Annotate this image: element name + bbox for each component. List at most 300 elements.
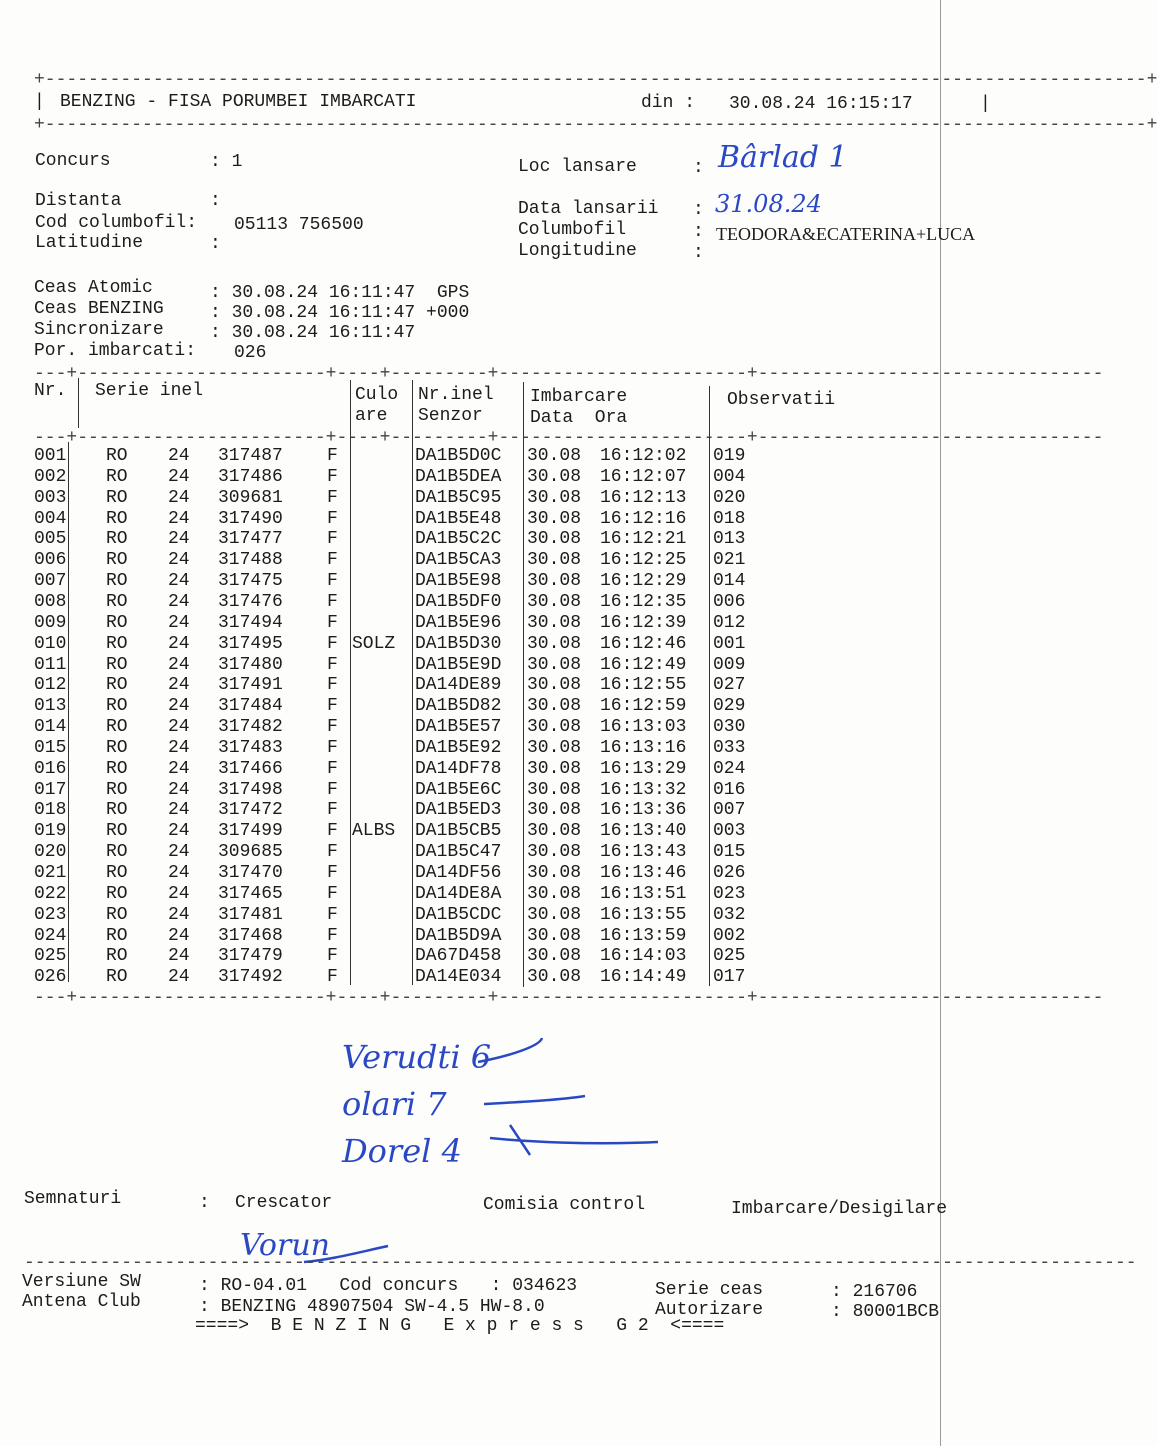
row-country: RO — [106, 883, 128, 904]
row-nr: 006 — [34, 550, 67, 571]
crescator-signature: Vorun — [240, 1228, 330, 1263]
row-country: RO — [106, 946, 128, 967]
row-country: RO — [106, 842, 128, 863]
table-row — [0, 529, 1024, 550]
row-sensor-id: DA1B5DEA — [415, 466, 502, 487]
table-header-senzor: Senzor — [418, 406, 483, 426]
table-row — [0, 634, 1024, 655]
table-row — [0, 571, 1024, 592]
antena-value: : BENZING 48907504 SW-4.5 HW-8.0 — [199, 1297, 545, 1317]
row-date: 30.08 — [527, 487, 582, 508]
title-box-left-border: | — [34, 92, 45, 112]
longitudine-colon: : — [693, 243, 704, 263]
row-sensor-id: DA14DF56 — [415, 863, 502, 883]
row-country: RO — [106, 550, 128, 571]
distanta-colon: : — [210, 191, 221, 211]
row-date: 30.08 — [527, 758, 582, 779]
row-time: 16:12:16 — [600, 508, 687, 529]
cod-columbofil-value: 05113 756500 — [234, 215, 364, 235]
row-year: 24 — [168, 550, 190, 571]
row-ring-number: 317482 — [218, 717, 283, 738]
row-date: 30.08 — [527, 821, 582, 842]
row-sex: F — [327, 487, 338, 508]
handwritten-note-1: Verudti 6 — [342, 1038, 492, 1076]
row-nr: 014 — [34, 717, 67, 738]
row-sensor-id: DA1B5E96 — [415, 612, 502, 633]
row-ring-number: 317491 — [218, 675, 283, 696]
row-nr: 008 — [34, 591, 67, 612]
row-time: 16:12:39 — [600, 612, 687, 633]
row-ring-number: 317483 — [218, 737, 283, 758]
serie-ceas-value: : 216706 — [831, 1282, 918, 1302]
title-box-right-border: | — [980, 94, 991, 114]
row-country: RO — [106, 591, 128, 612]
row-sensor-id: DA1B5D9A — [415, 925, 502, 946]
row-time: 16:12:21 — [600, 529, 687, 550]
table-row — [0, 550, 1024, 571]
table-header-rule: ---+-----------------------+----+---------+-----------------------+-------------------------------- — [34, 428, 1104, 448]
row-nr: 007 — [34, 571, 67, 592]
porumbei-imbarcati-value: 026 — [234, 343, 267, 363]
row-date: 30.08 — [527, 946, 582, 967]
table-row — [0, 780, 1024, 801]
row-observation: 026 — [713, 863, 746, 883]
row-nr: 021 — [34, 863, 67, 883]
row-nr: 020 — [34, 842, 67, 863]
row-nr: 024 — [34, 925, 67, 946]
row-year: 24 — [168, 737, 190, 758]
row-sensor-id: DA1B5E48 — [415, 508, 502, 529]
footer-rule: ------------------------------------------------------------------------------------------------------- — [24, 1253, 1137, 1273]
row-ring-number: 317490 — [218, 508, 283, 529]
row-country: RO — [106, 571, 128, 592]
table-row — [0, 655, 1024, 676]
row-date: 30.08 — [527, 883, 582, 904]
row-ring-number: 317495 — [218, 633, 283, 654]
row-country: RO — [106, 675, 128, 696]
row-sensor-id: DA1B5C47 — [415, 842, 502, 863]
ceas-benzing-label: Ceas BENZING — [34, 299, 164, 319]
row-observation: 019 — [713, 446, 746, 466]
row-year: 24 — [168, 946, 190, 967]
table-row — [0, 488, 1024, 509]
row-nr: 025 — [34, 946, 67, 967]
row-time: 16:14:49 — [600, 967, 687, 988]
imbarcare-desigilare-label: Imbarcare/Desigilare — [731, 1199, 948, 1219]
row-sensor-id: DA1B5E57 — [415, 717, 502, 738]
row-year: 24 — [168, 800, 190, 821]
row-date: 30.08 — [527, 737, 582, 758]
row-nr: 012 — [34, 675, 67, 696]
report-title: BENZING - FISA PORUMBEI IMBARCATI — [60, 92, 417, 112]
table-bottom-rule: ---+-----------------------+----+---------+-----------------------+-------------------------------- — [34, 988, 1104, 1008]
row-time: 16:12:49 — [600, 654, 687, 675]
row-observation: 025 — [713, 946, 746, 967]
row-observation: 002 — [713, 925, 746, 946]
row-ring-number: 317480 — [218, 654, 283, 675]
row-observation: 021 — [713, 550, 746, 571]
row-nr: 011 — [34, 654, 67, 675]
row-nr: 016 — [34, 758, 67, 779]
row-observation: 027 — [713, 675, 746, 696]
row-time: 16:13:43 — [600, 842, 687, 863]
row-ring-number: 317486 — [218, 466, 283, 487]
row-observation: 013 — [713, 529, 746, 550]
row-sex: F — [327, 550, 338, 571]
row-time: 16:13:29 — [600, 758, 687, 779]
table-header-imbarcare: Imbarcare — [530, 387, 628, 407]
row-date: 30.08 — [527, 675, 582, 696]
row-year: 24 — [168, 446, 190, 466]
distanta-label: Distanta — [35, 191, 122, 211]
row-ring-number: 317465 — [218, 883, 283, 904]
row-year: 24 — [168, 508, 190, 529]
row-country: RO — [106, 487, 128, 508]
row-sex: F — [327, 842, 338, 863]
row-date: 30.08 — [527, 779, 582, 800]
row-sex: F — [327, 800, 338, 821]
row-nr: 017 — [34, 779, 67, 800]
row-year: 24 — [168, 925, 190, 946]
row-sensor-id: DA1B5E92 — [415, 737, 502, 758]
row-year: 24 — [168, 591, 190, 612]
handwritten-strokes — [470, 1030, 670, 1165]
row-date: 30.08 — [527, 550, 582, 571]
row-ring-number: 317477 — [218, 529, 283, 550]
sincronizare-value: : 30.08.24 16:11:47 — [210, 323, 416, 343]
row-sensor-id: DA1B5D0C — [415, 446, 502, 466]
row-sex: F — [327, 591, 338, 612]
row-sex: F — [327, 508, 338, 529]
row-sensor-id: DA14DE89 — [415, 675, 502, 696]
row-ring-number: 317499 — [218, 821, 283, 842]
row-time: 16:13:59 — [600, 925, 687, 946]
latitudine-label: Latitudine — [35, 233, 144, 253]
row-nr: 009 — [34, 612, 67, 633]
table-row — [0, 675, 1024, 696]
row-sex: F — [327, 654, 338, 675]
row-sex: F — [327, 633, 338, 654]
row-nr: 019 — [34, 821, 67, 842]
row-time: 16:12:07 — [600, 466, 687, 487]
row-sex: F — [327, 883, 338, 904]
row-year: 24 — [168, 758, 190, 779]
table-row — [0, 717, 1024, 738]
row-country: RO — [106, 779, 128, 800]
table-row — [0, 863, 1024, 884]
row-ring-number: 317487 — [218, 446, 283, 466]
row-nr: 004 — [34, 508, 67, 529]
row-year: 24 — [168, 675, 190, 696]
row-nr: 010 — [34, 633, 67, 654]
row-sensor-id: DA1B5E6C — [415, 779, 502, 800]
row-observation: 012 — [713, 612, 746, 633]
semnaturi-label: Semnaturi — [24, 1189, 122, 1209]
row-observation: 016 — [713, 779, 746, 800]
row-time: 16:14:03 — [600, 946, 687, 967]
row-date: 30.08 — [527, 800, 582, 821]
row-sensor-id: DA1B5CB5 — [415, 821, 502, 842]
row-ring-number: 317479 — [218, 946, 283, 967]
row-year: 24 — [168, 633, 190, 654]
serie-ceas-label: Serie ceas — [655, 1280, 764, 1300]
antena-label: Antena Club — [22, 1292, 141, 1312]
row-observation: 017 — [713, 967, 746, 988]
row-time: 16:13:32 — [600, 779, 687, 800]
data-lansarii-label: Data lansarii — [518, 199, 659, 219]
row-country: RO — [106, 925, 128, 946]
row-date: 30.08 — [527, 717, 582, 738]
row-country: RO — [106, 466, 128, 487]
table-row — [0, 696, 1024, 717]
row-date: 30.08 — [527, 863, 582, 883]
row-sensor-id: DA1B5C2C — [415, 529, 502, 550]
data-lansarii-value: 31.08.24 — [715, 190, 822, 218]
table-row — [0, 905, 1024, 926]
row-ring-number: 317498 — [218, 779, 283, 800]
date-label: din : — [641, 93, 696, 113]
title-box-top-border: +------------------------------------------------------------------------------------------------------+ — [34, 70, 1157, 90]
table-header-data-ora: Data Ora — [530, 408, 628, 428]
row-sex: F — [327, 696, 338, 717]
table-header-nrinel: Nr.inel — [418, 385, 494, 405]
row-sex: F — [327, 863, 338, 883]
column-separator-nr — [78, 378, 79, 428]
row-date: 30.08 — [527, 529, 582, 550]
ceas-benzing-value: : 30.08.24 16:11:47 +000 — [210, 303, 470, 323]
ceas-atomic-label: Ceas Atomic — [34, 278, 153, 298]
row-nr: 018 — [34, 800, 67, 821]
cod-columbofil-label: Cod columbofil: — [35, 213, 198, 233]
concurs-label: Concurs — [35, 151, 111, 171]
row-year: 24 — [168, 529, 190, 550]
concurs-value: : 1 — [210, 152, 243, 172]
row-country: RO — [106, 654, 128, 675]
row-observation: 014 — [713, 571, 746, 592]
table-header-serie: Serie inel — [95, 381, 204, 401]
row-sensor-id: DA14E034 — [415, 967, 502, 988]
row-time: 16:12:55 — [600, 675, 687, 696]
table-header-are: are — [355, 406, 388, 426]
row-observation: 001 — [713, 633, 746, 654]
row-time: 16:13:51 — [600, 883, 687, 904]
row-year: 24 — [168, 487, 190, 508]
table-row — [0, 967, 1024, 988]
row-ring-number: 317476 — [218, 591, 283, 612]
columbofil-label: Columbofil — [518, 220, 627, 240]
row-sex: F — [327, 967, 338, 988]
row-sex: F — [327, 717, 338, 738]
table-row — [0, 467, 1024, 488]
row-sex: F — [327, 529, 338, 550]
row-year: 24 — [168, 612, 190, 633]
row-ring-number: 317472 — [218, 800, 283, 821]
table-row — [0, 759, 1024, 780]
row-time: 16:12:25 — [600, 550, 687, 571]
table-header-observatii: Observatii — [727, 390, 836, 410]
row-color: SOLZ — [352, 633, 396, 654]
row-time: 16:13:40 — [600, 821, 687, 842]
row-sensor-id: DA14DE8A — [415, 883, 502, 904]
row-time: 16:13:03 — [600, 717, 687, 738]
table-row — [0, 613, 1024, 634]
row-nr: 001 — [34, 446, 67, 466]
table-row — [0, 946, 1024, 967]
row-sensor-id: DA1B5CDC — [415, 904, 502, 925]
row-date: 30.08 — [527, 967, 582, 988]
row-country: RO — [106, 800, 128, 821]
row-sensor-id: DA1B5ED3 — [415, 800, 502, 821]
row-ring-number: 317466 — [218, 758, 283, 779]
row-ring-number: 317484 — [218, 696, 283, 717]
row-nr: 015 — [34, 737, 67, 758]
row-year: 24 — [168, 967, 190, 988]
table-top-rule: ---+-----------------------+----+---------+-----------------------+-------------------------------- — [34, 364, 1104, 384]
row-sex: F — [327, 904, 338, 925]
row-year: 24 — [168, 821, 190, 842]
row-ring-number: 317475 — [218, 571, 283, 592]
row-sex: F — [327, 466, 338, 487]
row-country: RO — [106, 529, 128, 550]
row-sensor-id: DA67D458 — [415, 946, 502, 967]
row-country: RO — [106, 737, 128, 758]
row-country: RO — [106, 508, 128, 529]
row-date: 30.08 — [527, 904, 582, 925]
row-time: 16:12:59 — [600, 696, 687, 717]
comisia-control-label: Comisia control — [483, 1195, 646, 1215]
row-time: 16:13:46 — [600, 863, 687, 883]
row-observation: 024 — [713, 758, 746, 779]
row-ring-number: 317468 — [218, 925, 283, 946]
row-observation: 023 — [713, 883, 746, 904]
report-datetime: 30.08.24 16:15:17 — [729, 94, 913, 114]
row-sensor-id: DA1B5D30 — [415, 633, 502, 654]
row-ring-number: 309681 — [218, 487, 283, 508]
handwritten-note-3: Dorel 4 — [342, 1132, 462, 1170]
table-row — [0, 592, 1024, 613]
row-year: 24 — [168, 842, 190, 863]
row-sex: F — [327, 737, 338, 758]
row-sex: F — [327, 612, 338, 633]
row-observation: 009 — [713, 654, 746, 675]
row-year: 24 — [168, 466, 190, 487]
row-sensor-id: DA1B5E9D — [415, 654, 502, 675]
row-year: 24 — [168, 904, 190, 925]
row-date: 30.08 — [527, 654, 582, 675]
row-date: 30.08 — [527, 612, 582, 633]
row-country: RO — [106, 821, 128, 842]
columbofil-value: TEODORA&ECATERINA+LUCA — [716, 224, 976, 244]
row-time: 16:12:02 — [600, 446, 687, 466]
row-date: 30.08 — [527, 571, 582, 592]
row-nr: 013 — [34, 696, 67, 717]
table-row — [0, 884, 1024, 905]
data-lansarii-colon: : — [693, 200, 704, 220]
row-date: 30.08 — [527, 508, 582, 529]
sincronizare-label: Sincronizare — [34, 320, 164, 340]
row-nr: 002 — [34, 466, 67, 487]
benzing-express-banner: ====> B E N Z I N G E x p r e s s G 2 <==== — [195, 1316, 725, 1336]
row-sensor-id: DA1B5CA3 — [415, 550, 502, 571]
row-time: 16:12:29 — [600, 571, 687, 592]
autorizare-value: : 80001BCB — [831, 1302, 940, 1322]
row-sensor-id: DA1B5E98 — [415, 571, 502, 592]
row-time: 16:13:55 — [600, 904, 687, 925]
row-year: 24 — [168, 696, 190, 717]
row-ring-number: 309685 — [218, 842, 283, 863]
row-observation: 029 — [713, 696, 746, 717]
row-sex: F — [327, 925, 338, 946]
row-observation: 007 — [713, 800, 746, 821]
row-ring-number: 317488 — [218, 550, 283, 571]
table-row — [0, 446, 1024, 467]
row-date: 30.08 — [527, 925, 582, 946]
table-row — [0, 738, 1024, 759]
row-year: 24 — [168, 883, 190, 904]
row-nr: 005 — [34, 529, 67, 550]
row-sex: F — [327, 675, 338, 696]
row-ring-number: 317470 — [218, 863, 283, 883]
row-nr: 022 — [34, 883, 67, 904]
row-time: 16:13:16 — [600, 737, 687, 758]
table-header-nr: Nr. — [34, 381, 67, 401]
row-time: 16:13:36 — [600, 800, 687, 821]
row-observation: 033 — [713, 737, 746, 758]
row-year: 24 — [168, 779, 190, 800]
row-date: 30.08 — [527, 696, 582, 717]
row-time: 16:12:46 — [600, 633, 687, 654]
row-country: RO — [106, 633, 128, 654]
row-sex: F — [327, 446, 338, 466]
table-row — [0, 509, 1024, 530]
row-sensor-id: DA1B5DF0 — [415, 591, 502, 612]
row-country: RO — [106, 758, 128, 779]
autorizare-label: Autorizare — [655, 1300, 764, 1320]
row-date: 30.08 — [527, 466, 582, 487]
row-observation: 030 — [713, 717, 746, 738]
longitudine-label: Longitudine — [518, 241, 637, 261]
handwritten-note-2: olari 7 — [342, 1085, 447, 1123]
row-date: 30.08 — [527, 446, 582, 466]
row-sex: F — [327, 571, 338, 592]
row-ring-number: 317494 — [218, 612, 283, 633]
row-time: 16:12:13 — [600, 487, 687, 508]
table-row — [0, 842, 1024, 863]
porumbei-imbarcati-label: Por. imbarcati: — [34, 341, 197, 361]
row-country: RO — [106, 696, 128, 717]
row-country: RO — [106, 717, 128, 738]
row-observation: 006 — [713, 591, 746, 612]
crescator-label: Crescator — [235, 1193, 333, 1213]
row-year: 24 — [168, 863, 190, 883]
versiune-value: : RO-04.01 Cod concurs : 034623 — [199, 1276, 578, 1296]
row-observation: 032 — [713, 904, 746, 925]
row-year: 24 — [168, 571, 190, 592]
row-sensor-id: DA1B5C95 — [415, 487, 502, 508]
row-sex: F — [327, 779, 338, 800]
row-sex: F — [327, 946, 338, 967]
row-observation: 018 — [713, 508, 746, 529]
row-year: 24 — [168, 654, 190, 675]
row-country: RO — [106, 904, 128, 925]
semnaturi-colon: : — [199, 1193, 210, 1213]
loc-lansare-colon: : — [693, 158, 704, 178]
row-year: 24 — [168, 717, 190, 738]
row-country: RO — [106, 967, 128, 988]
row-nr: 023 — [34, 904, 67, 925]
loc-lansare-value: Bârlad 1 — [718, 140, 848, 175]
row-country: RO — [106, 612, 128, 633]
